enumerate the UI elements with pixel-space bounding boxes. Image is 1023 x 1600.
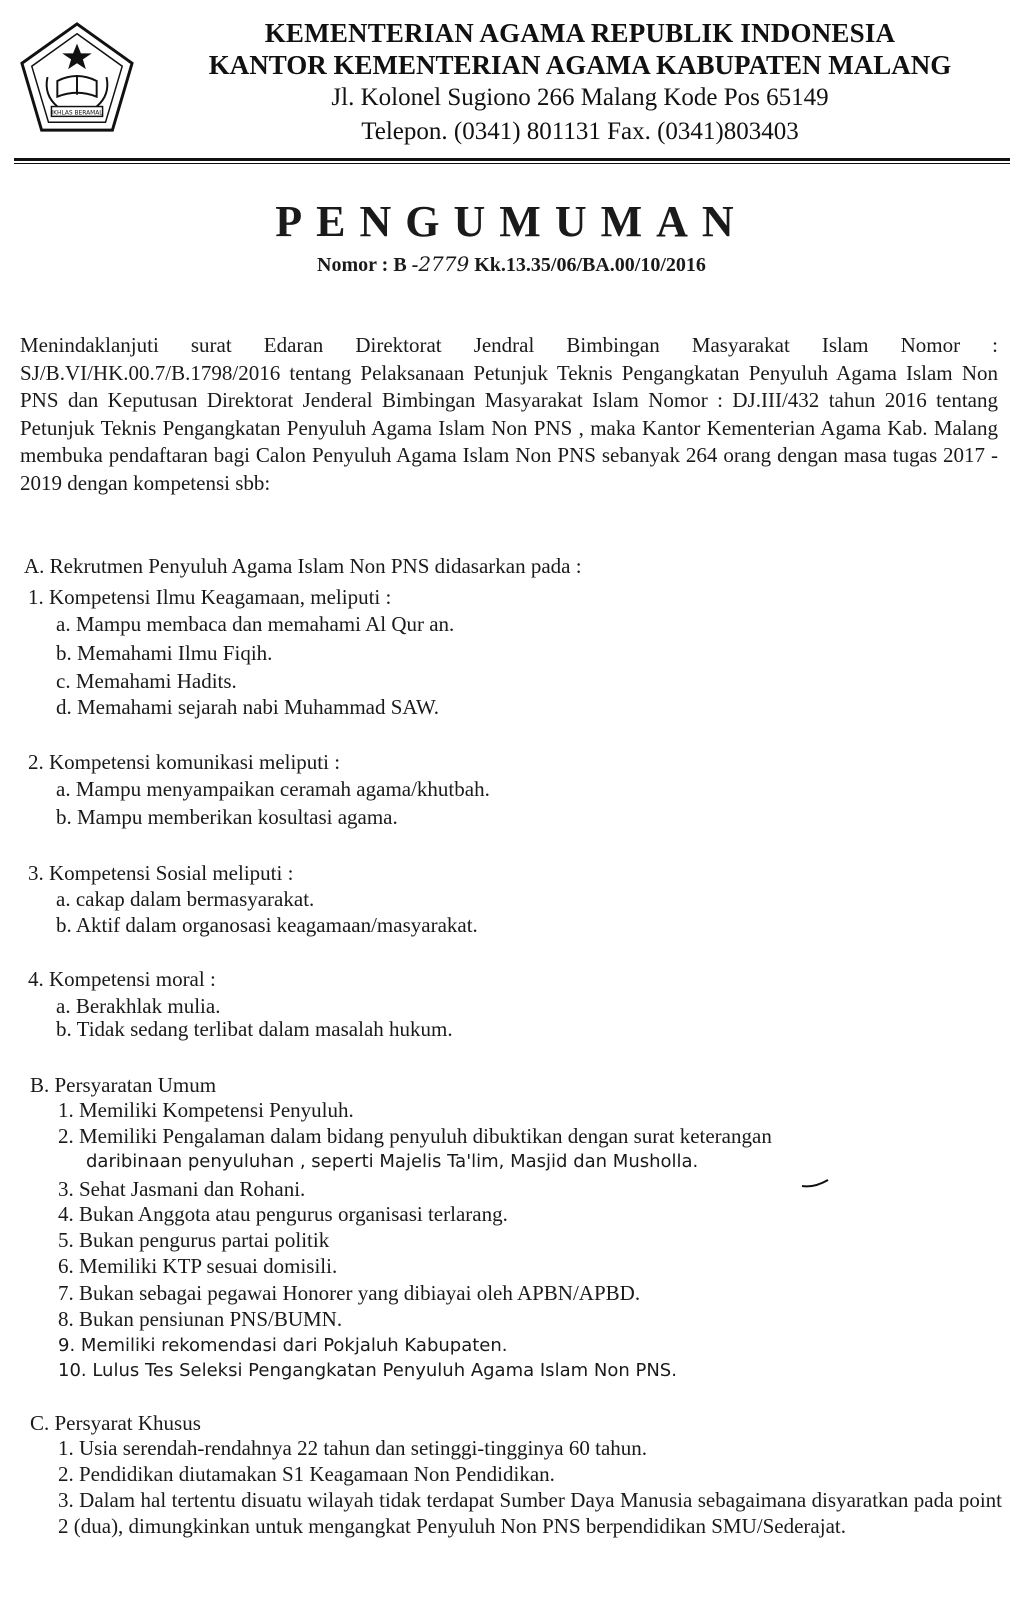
office-phone: Telepon. (0341) 801131 Fax. (0341)803403: [361, 118, 799, 145]
list-item: 7. Bukan sebagai pegawai Honorer yang dibiayai oleh APBN/APBD.: [58, 1281, 641, 1305]
list-item: b. Mampu memberikan kosultasi agama.: [56, 805, 398, 829]
letterhead-rule-thick: [14, 158, 1010, 161]
list-item: 5. Bukan pengurus partai politik: [58, 1228, 330, 1252]
list-item: 10. Lulus Tes Seleksi Pengangkatan Penyuluh Agama Islam Non PNS.: [58, 1360, 677, 1381]
list-item: 8. Bukan pensiunan PNS/BUMN.: [58, 1307, 343, 1331]
list-item: b. Memahami Ilmu Fiqih.: [56, 641, 273, 665]
list-item: a. Berakhlak mulia.: [56, 994, 221, 1018]
list-item: 1. Usia serendah-rendahnya 22 tahun dan setinggi-tingginya 60 tahun.: [58, 1436, 648, 1460]
group-3-title: 3. Kompetensi Sosial meliputi :: [28, 861, 294, 885]
list-item: c. Memahami Hadits.: [56, 669, 237, 693]
document-number: [0, 252, 1023, 277]
list-item: 2. Pendidikan diutamakan S1 Keagamaan Non Pendidikan.: [58, 1462, 555, 1486]
list-item: b. Tidak sedang terlibat dalam masalah hukum.: [56, 1017, 453, 1041]
list-item: 3. Dalam hal tertentu disuatu wilayah tidak terdapat Sumber Daya Manusia sebagaimana disyaratkan pada point 2 (dua), dimungkinkan untuk mengangkat Penyuluh Non PNS berpendidikan SMU/Sederajat.: [58, 1488, 1002, 1538]
group-4-title: 4. Kompetensi moral :: [28, 967, 216, 991]
list-item: 2. Memiliki Pengalaman dalam bidang penyuluh dibuktikan dengan surat keterangan: [58, 1124, 772, 1148]
ministry-name: KEMENTERIAN AGAMA REPUBLIK INDONESIA: [264, 18, 896, 48]
emblem-ribbon-text: IKHLAS BERAMAL: [51, 110, 103, 117]
section-b-heading: B. Persyaratan Umum: [30, 1073, 217, 1097]
list-item: a. Mampu menyampaikan ceramah agama/khutbah.: [56, 777, 490, 801]
list-item: b. Aktif dalam organosasi keagamaan/masyarakat.: [56, 913, 478, 937]
document-number-handwritten: 2779: [418, 252, 470, 276]
intro-paragraph: Menindaklanjuti surat Edaran Direktorat Jendral Bimbingan Masyarakat Islam Nomor : SJ/B.VI/HK.00.7/B.1798/2016 tentang Pelaksanaan Petunjuk Teknis Pengangkatan Penyuluh Agama Islam Non PNS dan Keputusan Direktorat Jenderal Bimbingan Masyarakat Islam Nomor : DJ.III/432 tahun 2016 tentang Petunjuk Teknis Pengangkatan Penyuluh Agama Islam Non PNS , maka Kantor Kementerian Agama Kab. Malang membuka pendaftaran bagi Calon Penyuluh Agama Islam Non PNS sebanyak 264 orang dengan masa tugas 2017 - 2019 dengan kompetensi sbb:: [20, 333, 998, 495]
checkmark-icon: [800, 1176, 830, 1190]
list-item: d. Memahami sejarah nabi Muhammad SAW.: [56, 695, 440, 719]
list-item: a. Mampu membaca dan memahami Al Qur an.: [56, 612, 455, 636]
list-item: 4. Bukan Anggota atau pengurus organisasi terlarang.: [58, 1202, 508, 1226]
list-item: 6. Memiliki KTP sesuai domisili.: [58, 1254, 338, 1278]
list-item: 9. Memiliki rekomendasi dari Pokjaluh Kabupaten.: [58, 1335, 508, 1356]
list-item-continuation: daribinaan penyuluhan , seperti Majelis Ta'lim, Masjid dan Musholla.: [86, 1151, 699, 1172]
section-c-heading: C. Persyarat Khusus: [30, 1411, 201, 1435]
letterhead-rule-thin: [14, 163, 1010, 164]
list-item: 3. Sehat Jasmani dan Rohani.: [58, 1177, 306, 1201]
section-a-heading: A. Rekrutmen Penyuluh Agama Islam Non PNS didasarkan pada :: [24, 554, 582, 578]
list-item: a. cakap dalam bermasyarakat.: [56, 887, 315, 911]
document-number-prefix: Nomor : B -: [317, 254, 419, 276]
group-2-title: 2. Kompetensi komunikasi meliputi :: [28, 750, 341, 774]
document-number-suffix: Kk.13.35/06/BA.00/10/2016: [469, 254, 706, 276]
kemenag-emblem-icon: [18, 20, 136, 138]
list-item: 1. Memiliki Kompetensi Penyuluh.: [58, 1098, 354, 1122]
office-address: Jl. Kolonel Sugiono 266 Malang Kode Pos 65149: [331, 84, 829, 111]
page-title: PENGUMUMAN: [275, 197, 748, 246]
office-name: KANTOR KEMENTERIAN AGAMA KABUPATEN MALANG: [208, 50, 952, 80]
group-1-title: 1. Kompetensi Ilmu Keagamaan, meliputi :: [28, 585, 392, 609]
